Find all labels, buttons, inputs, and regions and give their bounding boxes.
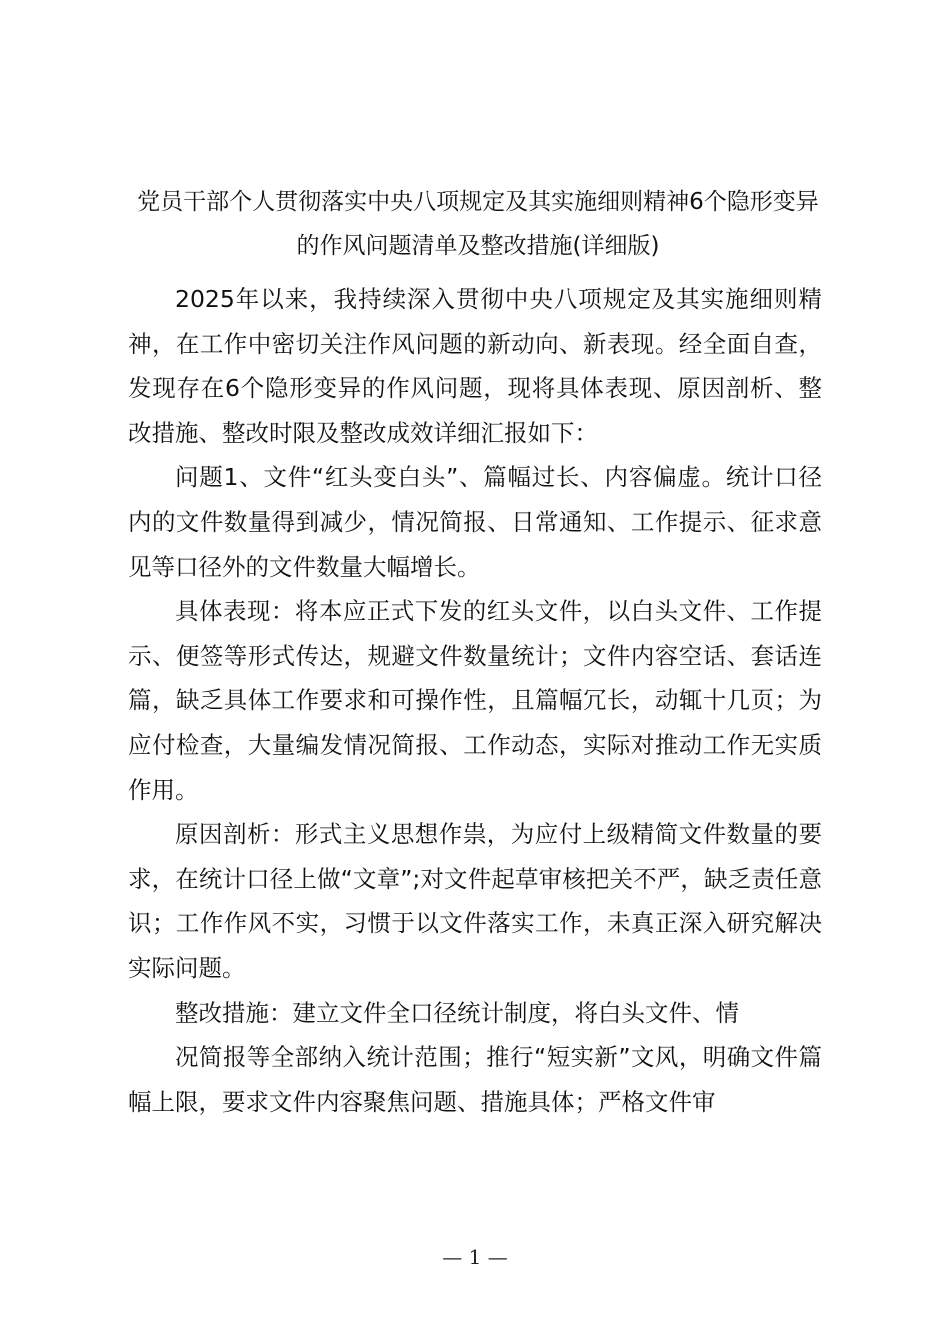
intro-paragraph: 2025年以来，我持续深入贯彻中央八项规定及其实施细则精神，在工作中密切关注作风问题的新动向、新表现。经全面自查，发现存在6个隐形变异的作风问题，现将具体表现、原因剖析、整改措施、整改时限及整改成效详细汇报如下： [128, 285, 822, 447]
rectification-paragraph-start: 整改措施：建立文件全口径统计制度，将白头文件、情 [175, 998, 739, 1027]
manifestation-paragraph: 具体表现：将本应正式下发的红头文件，以白头文件、工作提示、便签等形式传达，规避文件数量统计；文件内容空话、套话连篇，缺乏具体工作要求和可操作性，且篇幅冗长，动辄十几页；为应付检查，大量编发情况简报、工作动态，实际对推动工作无实质作用。 [128, 597, 822, 804]
page-number: — 1 — [442, 1245, 508, 1269]
issue-1-paragraph: 问题1、文件“红头变白头”、篇幅过长、内容偏虚。统计口径内的文件数量得到减少，情况简报、日常通知、工作提示、征求意见等口径外的文件数量大幅增长。 [128, 463, 822, 581]
document-body [128, 277, 822, 1124]
cause-analysis-paragraph: 原因剖析：形式主义思想作祟，为应付上级精简文件数量的要求，在统计口径上做“文章”;对文件起草审核把关不严，缺乏责任意识；工作作风不实，习惯于以文件落实工作，未真正深入研究解决实际问题。 [128, 820, 822, 982]
rectification-paragraph-continued: 况简报等全部纳入统计范围；推行“短实新”文风，明确文件篇幅上限，要求文件内容聚焦问题、措施具体；严格文件审 [128, 1043, 822, 1116]
document-title: 党员干部个人贯彻落实中央八项规定及其实施细则精神6个隐形变异的作风问题清单及整改措施(详细版) [137, 189, 819, 259]
